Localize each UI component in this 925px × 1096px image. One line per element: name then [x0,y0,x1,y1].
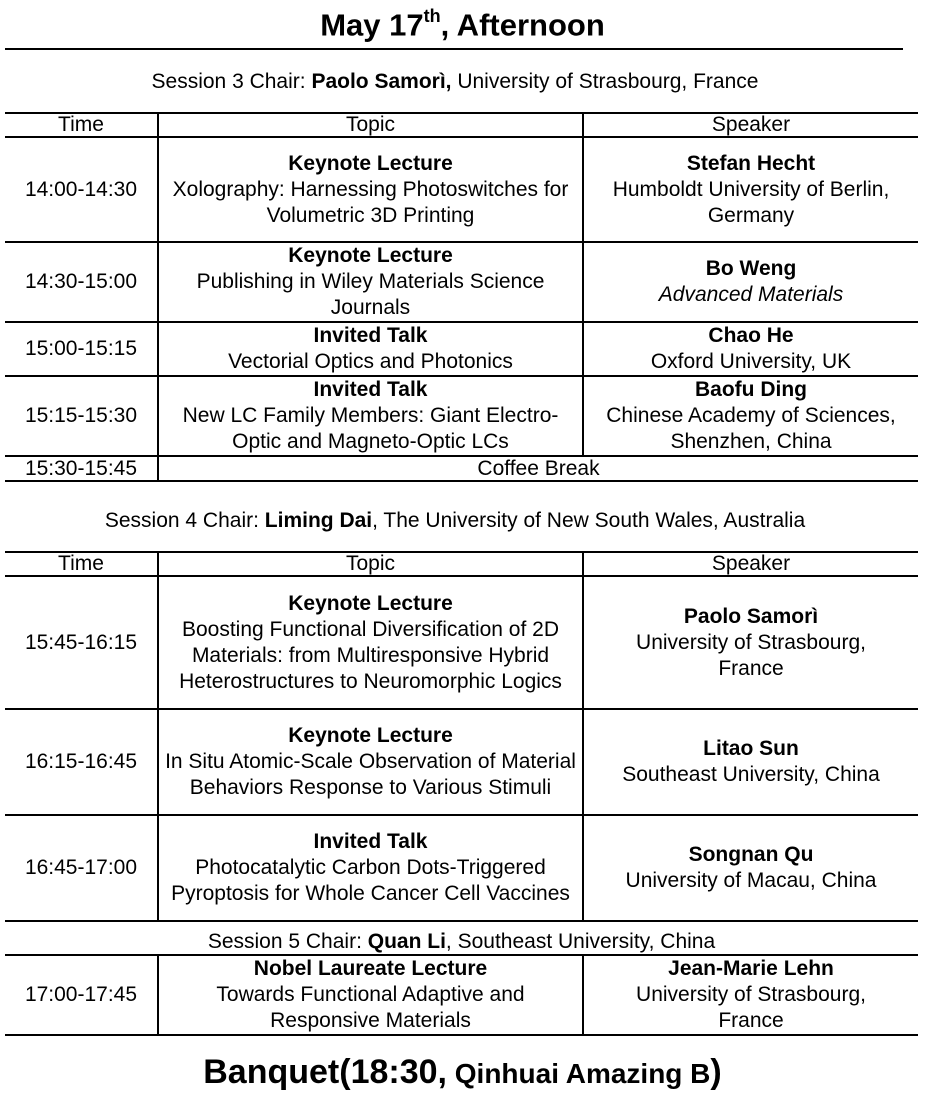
speaker-name: Stefan Hecht [686,151,816,175]
time-cell: 17:00-17:45 [5,955,158,1035]
time-cell: 14:30-15:00 [5,242,158,322]
speaker-affiliation: Advanced Materials [658,283,844,306]
table-row [5,815,918,921]
topic-cell [158,709,583,815]
speaker-name: Baofu Ding [695,378,807,401]
banquet-line: Banquet(18:30, Qinhuai Amazing B) [203,1053,722,1091]
speaker-column-header: Speaker [583,113,918,137]
table-row [5,376,918,456]
table-row [5,955,918,1035]
talk-type: Keynote Lecture [288,151,453,175]
time-cell: 15:45-16:15 [5,576,158,709]
talk-title: Towards Functional Adaptive and Responsive Materials [216,983,525,1032]
time-cell: 15:00-15:15 [5,322,158,376]
topic-cell [158,815,583,921]
session-3-table [5,112,918,482]
coffee-break-cell: Coffee Break [158,456,918,481]
table-row [5,709,918,815]
speaker-affiliation: Oxford University, UK [650,350,852,373]
speaker-affiliation-line2: Germany [707,203,795,227]
talk-type: Keynote Lecture [288,244,453,267]
time-column-header: Time [5,552,158,576]
speaker-cell [583,709,918,815]
session-5-chair: Quan Li [367,930,446,953]
table-header-row [5,552,918,576]
time-column-header: Time [5,113,158,137]
speaker-cell [583,322,918,376]
speaker-name: Jean-Marie Lehn [668,957,834,980]
table-row [5,242,918,322]
time-cell: 15:30-15:45 [5,456,158,481]
speaker-name: Bo Weng [705,257,797,280]
talk-type: Keynote Lecture [288,591,453,615]
time-cell: 15:15-15:30 [5,376,158,456]
table-row [5,322,918,376]
speaker-cell [583,376,918,456]
talk-title: In Situ Atomic-Scale Observation of Material Behaviors Response to Various Stimuli [165,750,576,799]
topic-column-header: Topic [158,113,583,137]
talk-title: Xolography: Harnessing Photoswitches for Volumetric 3D Printing [172,177,569,227]
speaker-affiliation: Southeast University, China [622,763,880,786]
speaker-affiliation: University of Macau, China [625,869,877,892]
speaker-affiliation: University of Strasbourg, France [636,983,866,1032]
session-3-chair: Paolo Samorì, [311,70,452,93]
topic-cell [158,242,583,322]
session-4-chair: Liming Dai [264,509,373,532]
speaker-affiliation: Humboldt University of Berlin, [612,177,890,201]
session-3-heading: Session 3 Chair: Paolo Samorì, University of Strasbourg, France [151,70,759,93]
speaker-name: Songnan Qu [688,843,814,866]
page-title: May 17th, Afternoon [320,6,605,43]
talk-type: Nobel Laureate Lecture [253,957,488,980]
talk-title: Vectorial Optics and Photonics [228,350,513,373]
title-divider [5,48,903,50]
time-cell: 16:15-16:45 [5,709,158,815]
speaker-affiliation: Chinese Academy of Sciences, Shenzhen, China [606,404,896,453]
topic-cell [158,576,583,709]
session-4-table [5,551,918,922]
speaker-cell [583,576,918,709]
topic-cell [158,137,583,242]
session-5-heading: Session 5 Chair: Quan Li, Southeast University, China [207,930,716,953]
speaker-affiliation: University of Strasbourg, France [636,630,866,680]
session-4-heading: Session 4 Chair: Liming Dai, The University of New South Wales, Australia [104,509,806,532]
table-header-row [5,113,918,137]
talk-title: Publishing in Wiley Materials Science Journals [196,270,545,319]
topic-cell [158,955,583,1035]
talk-title: New LC Family Members: Giant Electro-Optic and Magneto-Optic LCs [182,404,559,453]
speaker-cell [583,242,918,322]
talk-type: Invited Talk [313,324,428,347]
speaker-name: Litao Sun [703,737,799,760]
banquet-venue: Qinhuai Amazing B [446,1058,711,1089]
talk-title: Boosting Functional Diversification of 2D Materials: from Multiresponsive Hybrid Heterostructures to Neuromorphic Logics [179,617,562,693]
speaker-name: Chao He [708,324,794,347]
speaker-column-header: Speaker [583,552,918,576]
topic-cell [158,376,583,456]
time-cell: 16:45-17:00 [5,815,158,921]
speaker-cell [583,815,918,921]
talk-type: Invited Talk [313,378,428,401]
talk-title: Photocatalytic Carbon Dots-Triggered Pyroptosis for Whole Cancer Cell Vaccines [171,856,570,905]
session-5-table [5,954,918,1036]
speaker-name: Paolo Samorì [683,604,819,628]
talk-type: Invited Talk [313,830,428,853]
table-row [5,137,918,242]
topic-column-header: Topic [158,552,583,576]
talk-type: Keynote Lecture [288,724,453,747]
table-row [5,456,918,481]
time-cell: 14:00-14:30 [5,137,158,242]
table-row [5,576,918,709]
speaker-cell [583,955,918,1035]
speaker-cell [583,137,918,242]
topic-cell [158,322,583,376]
